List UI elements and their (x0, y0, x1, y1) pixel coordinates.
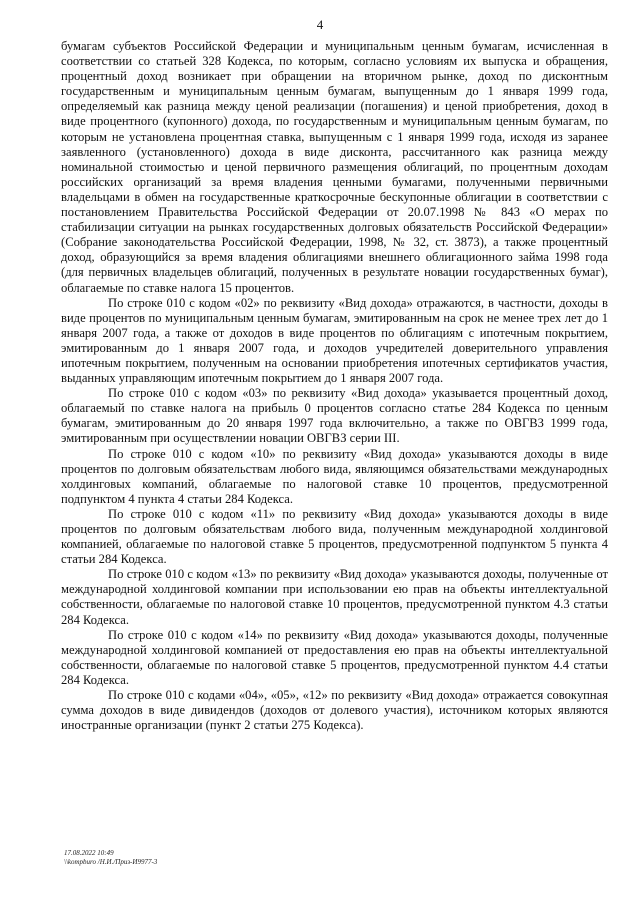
paragraph-code-13: По строке 010 с кодом «13» по реквизиту «Вид дохода» указываются доходы, полученные от международной холдинговой компании при использовании ею прав на объекты интеллектуальной собственности, облагаемые по налоговой ставке 10 процентов, предусмотренной пунктом 4.3 статьи 284 Кодекса. (61, 567, 608, 627)
paragraph-code-11: По строке 010 с кодом «11» по реквизиту «Вид дохода» указываются доходы в виде процентов по долговым обязательствам любого вида, полученным международной холдинговой компанией, облагаемые по налоговой ставке 5 процентов, предусмотренной подпунктом 5 пункта 4 статьи 284 Кодекса. (61, 506, 608, 567)
page-number: 4 (316, 17, 324, 32)
paragraph-code-14: По строке 010 с кодом «14» по реквизиту «Вид дохода» указываются доходы, полученные международной холдинговой компанией от предоставления ею прав на объекты интеллектуальной собственности, облагаемые по налоговой ставке 5 процентов, предусмотренной пунктом 4.4 статьи 284 Кодекса. (61, 627, 608, 687)
paragraph-code-03: По строке 010 с кодом «03» по реквизиту «Вид дохода» указывается процентный доход, облагаемый по ставке налога на прибыль 0 процентов согласно статье 284 Кодекса по ценным бумагам, эмитированным до 20 января 1997 года включительно, а также по ОВГВЗ 1999 года, эмитированным при осуществлении новации ОВГВЗ серии III. (61, 386, 608, 446)
footer-timestamp: 17.08.2022 10:49 (64, 849, 114, 857)
footer-file-path: \\kompburo /Н.И./Приз-И9977-3 (64, 858, 158, 866)
paragraph-continuation: бумагам субъектов Российской Федерации и муниципальным ценным бумагам, исчисленная в соответствии со статьей 328 Кодекса, по которым, согласно условиям их выпуска и обращения, процентный доход возникает при обращении на вторичном рынке, доход по дисконтным государственным и муниципальным ценным бумагам, выпущенным до 1 января 1999 года, определяемый как разница между ценой реализации (погашения) и ценой приобретения, доход в виде процентного (купонного) дохода, по государственным и муниципальным ценным бумагам, по которым не установлена процентная ставка, выпущенным с 1 января 1999 года, исходя из заранее заявленного (установленного) дохода в виде дисконта, рассчитанного как разница между номинальной стоимостью и ценой первичного размещения облигаций, по процентным доходам российских организаций за время владения ценными бумагами, полученными первичными владельцами в обмен на государственные краткосрочные бескупонные облигации в соответствии с постановлением Правительства Российской Федерации от 20.07.1998 № 843 «О мерах по стабилизации ситуации на рынках государственных долговых обязательств Российской Федерации» (Собрание законодательства Российской Федерации, 1998, № 32, ст. 3873), а также процентный доход, образующийся за время владения облигациями внешнего облигационного займа 1998 года (для первичных владельцев облигаций, полученных в результате новации государственных бумаг), облагаемые по ставке налога 15 процентов. (61, 39, 608, 295)
paragraph-codes-04-05-12: По строке 010 с кодами «04», «05», «12» по реквизиту «Вид дохода» отражается совокупная сумма доходов в виде дивидендов (доходов от долевого участия), источником которых являются иностранные организации (пункт 2 статьи 275 Кодекса). (61, 688, 608, 733)
paragraph-code-02: По строке 010 с кодом «02» по реквизиту «Вид дохода» отражаются, в частности, доходы в виде процентов по муниципальным ценным бумагам, эмитированным на срок не менее трех лет до 1 января 2007 года, а также от доходов в виде процентов по облигациям с ипотечным покрытием, эмитированным до 1 января 2007 года, и доходов учредителей доверительного управления ипотечным покрытием, полученным на основании приобретения ипотечных сертификатов участия, выданных управляющим ипотечным покрытием до 1 января 2007 года. (61, 295, 608, 386)
document-footer (64, 849, 157, 867)
document-body (61, 39, 608, 733)
paragraph-code-10: По строке 010 с кодом «10» по реквизиту «Вид дохода» указываются доходы в виде процентов по долговым обязательствам любого вида, являющимся обязательствами международных холдинговых компаний, облагаемые по налоговой ставке 10 процентов, предусмотренной подпунктом 4 пункта 4 статьи 284 Кодекса. (61, 446, 608, 506)
